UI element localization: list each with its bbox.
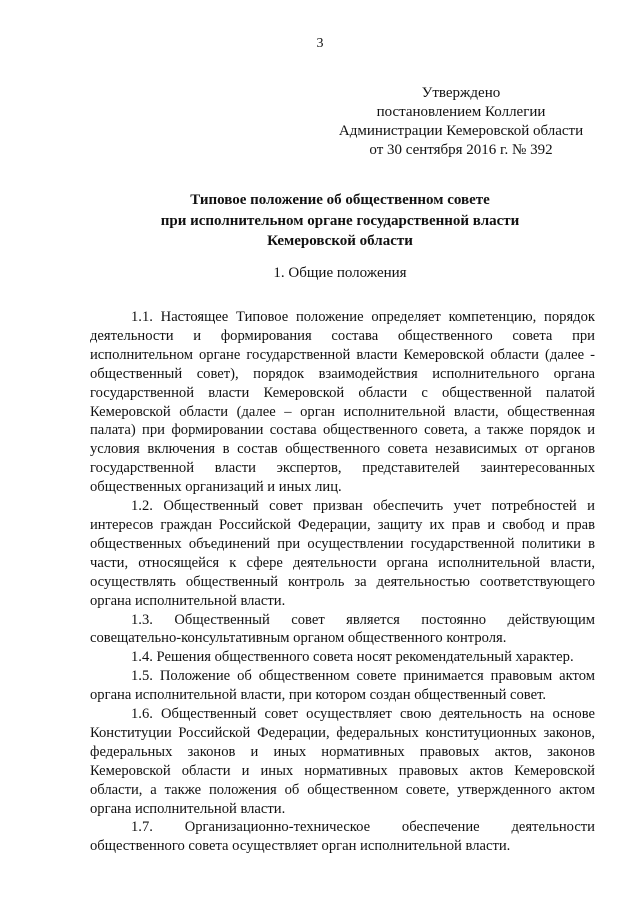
paragraph-1-3: 1.3. Общественный совет является постоянно действующим совещательно-консультативным органом общественного контроля. — [90, 611, 595, 647]
approval-line: Администрации Кемеровской области — [338, 123, 584, 139]
title-line: Кемеровской области — [267, 233, 413, 249]
paragraph-1-4: 1.4. Решения общественного совета носят рекомендательный характер. — [131, 649, 574, 666]
document-body — [90, 308, 595, 856]
approval-line: Утверждено — [421, 85, 501, 101]
paragraph-1-2: 1.2. Общественный совет призван обеспечить учет потребностей и интересов граждан Российской Федерации, защиту их прав и свобод и прав общественных объединений при осуществлении государственной политики в части, относящейся к сфере деятельности органа исполнительной власти, осуществлять общественный контроль за деятельностью соответствующего органа исполнительной власти. — [90, 498, 595, 609]
title-line: Типовое положение об общественном совете — [190, 192, 490, 208]
page-number: 3 — [316, 36, 324, 51]
paragraph-1-5: 1.5. Положение об общественном совете принимается правовым актом органа исполнительной власти, при котором создан общественный совет. — [90, 668, 595, 704]
approval-line: постановлением Коллегии — [376, 104, 546, 120]
title-line: при исполнительном органе государственной власти — [160, 212, 520, 229]
approval-block — [330, 84, 592, 160]
paragraph-1-7: 1.7. Организационно-техническое обеспечение деятельности общественного совета осуществляет орган исполнительной власти. — [90, 819, 595, 855]
approval-line: от 30 сентября 2016 г. № 392 — [369, 142, 553, 158]
section-heading: 1. Общие положения — [273, 265, 407, 281]
paragraph-1-1: 1.1. Настоящее Типовое положение определяет компетенцию, порядок деятельности и формирования состава общественного совета при исполнительном органе государственной власти Кемеровской области (далее - общественный совет), порядок взаимодействия исполнительного органа государственной власти Кемеровской области с общественной палатой Кемеровской области (далее – орган исполнительной власти, общественная палата) при формировании состава общественного совета, а также порядок и условия включения в состав общественного совета независимых от органов государственной власти экспертов, представителей заинтересованных общественных организаций и иных лиц. — [90, 309, 595, 496]
paragraph-1-6: 1.6. Общественный совет осуществляет свою деятельность на основе Конституции Российской Федерации, федеральных конституционных законов, федеральных законов и иных нормативных правовых актов, законов Кемеровской области и иных нормативных правовых актов Кемеровской области, а также положения об общественном совете, утвержденного актом органа исполнительной власти. — [90, 706, 595, 817]
document-title — [90, 190, 590, 252]
